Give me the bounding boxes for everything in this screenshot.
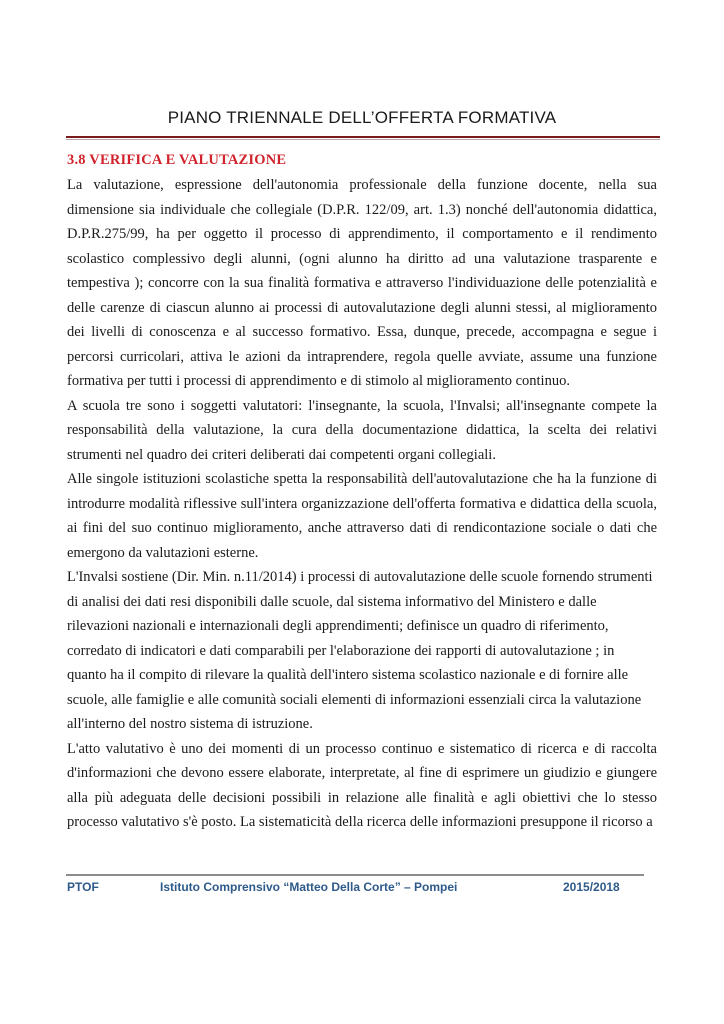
page-footer xyxy=(0,880,724,900)
page-header-title: PIANO TRIENNALE DELL’OFFERTA FORMATIVA xyxy=(167,108,557,127)
footer-doc-label: PTOF xyxy=(67,880,99,894)
footer-years: 2015/2018 xyxy=(563,880,620,894)
section-heading: 3.8 VERIFICA E VALUTAZIONE xyxy=(67,152,287,168)
paragraph-invalsi: L'Invalsi sostiene (Dir. Min. n.11/2014) i processi di autovalutazione delle scuole fornendo strumenti di analisi dei dati resi disponibili dalle scuole, dal sistema informativo del Ministero e dalle rilevazioni nazionali e internazionali degli apprendimenti; definisce un quadro di riferimento, corredato di indicatori e dati comparabili per l'elaborazione dei rapporti di autovalutazione ; in quanto ha il compito di rilevare la qualità dell'intero sistema scolastico nazionale e di fornire alle scuole, alle famiglie e alle comunità sociali elementi di informazioni essenziali circa la valutazione all'interno del nostro sistema di istruzione. xyxy=(67,569,653,732)
body-text xyxy=(67,173,657,835)
paragraph-soggetti-valutatori: A scuola tre sono i soggetti valutatori: l'insegnante, la scuola, l'Invalsi; all'insegnante compete la responsabilità della valutazione, la cura della documentazione didattica, la scelta dei relativi strumenti nel quadro dei criteri deliberati dai competenti organi collegiali. xyxy=(67,397,657,463)
footer-school-name: Istituto Comprensivo “Matteo Della Corte” – Pompei xyxy=(160,880,458,894)
footer-rule xyxy=(66,874,644,876)
paragraph-valutazione: La valutazione, espressione dell'autonomia professionale della funzione docente, nella sua dimensione sia individuale che collegiale (D.P.R. 122/09, art. 1.3) nonché dell'autonomia didattica, D.P.R.275/99, ha per oggetto il processo di apprendimento, il comportamento e il rendimento scolastico complessivo degli alunni, (ogni alunno ha diritto ad una valutazione trasparente e tempestiva ); concorre con la sua finalità formativa e attraverso l'individuazione delle potenzialità e delle carenze di ciascun alunno ai processi di autovalutazione degli alunni stessi, al miglioramento dei livelli di conoscenza e al successo formativo. Essa, dunque, precede, accompagna e segue i percorsi curricolari, attiva le azioni da intraprendere, regola quelle avviate, assume una funzione formativa per tutti i processi di apprendimento e di stimolo al miglioramento continuo. xyxy=(67,177,657,389)
header-rule-shadow xyxy=(66,139,660,140)
paragraph-autovalutazione: Alle singole istituzioni scolastiche spetta la responsabilità dell'autovalutazione che ha la funzione di introdurre modalità riflessive sull'intera organizzazione dell'offerta formativa e didattica della scuola, ai fini del suo continuo miglioramento, anche attraverso dati di rendicontazione sociale o dati che emergono da valutazioni esterne. xyxy=(67,471,657,561)
paragraph-atto-valutativo: L'atto valutativo è uno dei momenti di un processo continuo e sistematico di ricerca e di raccolta d'informazioni che devono essere elaborate, interpretate, al fine di esprimere un giudizio e giungere alla più adeguata delle decisioni possibili in relazione alle finalità e agli obiettivi che lo stesso processo valutativo s'è posto. La sistematicità della ricerca delle informazioni presuppone il ricorso a xyxy=(67,740,657,830)
header-rule xyxy=(66,136,660,138)
